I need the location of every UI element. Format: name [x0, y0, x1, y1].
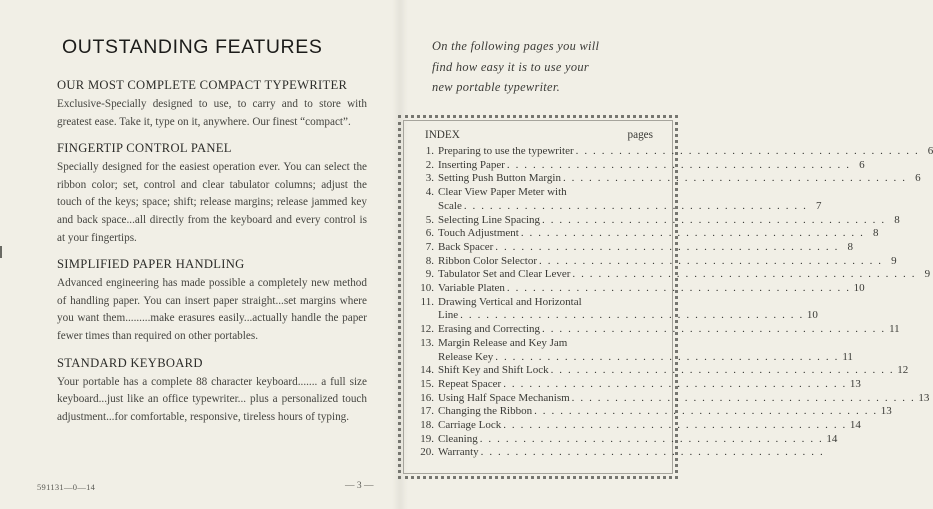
index-item-number: 17.: [420, 405, 434, 418]
section-heading: OUR MOST COMPLETE COMPACT TYPEWRITER: [57, 78, 348, 92]
index-item-page: 12: [897, 364, 909, 377]
index-item-number: 13.: [420, 336, 434, 349]
index-item: [415, 186, 822, 213]
index-header: [425, 129, 653, 141]
index-leader-dots: . . . . . . . . . . . . . . . . . . . . . . . . . . . . . . . . . . . . . . . .: [503, 419, 847, 432]
index-item-number: 2.: [425, 158, 434, 171]
index-list: [415, 145, 933, 460]
index-item-title: Setting Push Button Margin: [438, 172, 561, 185]
index-item-page: 9: [924, 268, 931, 281]
index-leader-dots: . . . . . . . . . . . . . . . . . . . . . . . . . . . . . . . . . . . . . . . .: [550, 364, 895, 377]
index-item-number: 18.: [420, 419, 434, 432]
index-leader-dots: . . . . . . . . . . . . . . . . . . . . . . . . . . . . . . . . . . . . . . . .: [495, 350, 839, 363]
section-body: Your portable has a complete 88 character keyboard....... a full size keyboard...just like an office typewriter... plus a personalized touch adjustment...for comfortable, responsive, tireless hours of typing.: [57, 375, 367, 423]
index-item-number: 15.: [420, 377, 434, 390]
index-item-title: Margin Release and Key Jam: [438, 336, 568, 349]
index-item-title: Tabulator Set and Clear Lever: [438, 268, 571, 281]
index-item-title: Preparing to use the typewriter: [438, 145, 574, 157]
index-item-number: 1.: [425, 145, 434, 157]
index-item-title: Touch Adjustment: [438, 227, 519, 240]
index-item: [415, 172, 921, 186]
section-keyboard: [57, 355, 367, 427]
page-title: OUTSTANDING FEATURES: [62, 36, 323, 58]
index-title: INDEX: [425, 129, 460, 141]
index-leader-dots: . . . . . . . . . . . . . . . . . . . . . . . . . . . . . . . . . . . . . . . .: [479, 432, 824, 445]
index-item: [415, 254, 897, 269]
section-control-panel: [57, 140, 367, 247]
index-item-page: 6: [927, 145, 933, 157]
index-item-page: 11: [889, 323, 900, 336]
index-item-number: 3.: [425, 172, 434, 185]
index-item: [415, 446, 825, 460]
index-item: [415, 377, 861, 392]
section-heading: SIMPLIFIED PAPER HANDLING: [57, 257, 245, 272]
index-item-title: Using Half Space Mechanism: [438, 391, 570, 404]
index-item: [415, 364, 909, 378]
index-item: [415, 323, 900, 337]
section-body: Specially designed for the easiest operation ever. You can select the ribbon color; set, control and clear tabulator columns; adjust the touch of the keys; space; shift; release margins; release jammed key and back space...all directly from the keyboard and every control is at your fingertips.: [57, 161, 367, 244]
index-leader-dots: . . . . . . . . . . . . . . . . . . . . . . . . . . . . . . . . . . . . . . . .: [562, 172, 907, 185]
index-leader-dots: . . . . . . . . . . . . . . . . . . . . . . . . . . . . . . . . . . . . . . . .: [520, 227, 865, 240]
index-item-page: 6: [859, 158, 865, 171]
document-code: 591131—0—14: [37, 482, 96, 492]
index-leader-dots: . . . . . . . . . . . . . . . . . . . . . . . . . . . . . . . . . . . . . . . .: [572, 268, 917, 281]
section-paper-handling: [57, 256, 367, 345]
features-column: [57, 36, 367, 435]
index-item: [415, 268, 931, 282]
section-body: Exclusive-Specially designed to use, to carry and to store with greatest ease. Take it, type on it, anywhere. Our finest “compact”.: [57, 98, 367, 128]
index-leader-dots: . . . . . . . . . . . . . . . . . . . . . . . . . . . . . . . . . . . . . . . .: [575, 145, 920, 157]
index-item-number: 20.: [420, 446, 434, 459]
index-item-title: Drawing Vertical and Horizontal: [438, 295, 582, 308]
index-item-number: 19.: [420, 432, 434, 445]
index-item-page: 11: [842, 350, 853, 363]
index-item-page: 13: [849, 377, 861, 390]
index-item-number: 8.: [425, 254, 434, 267]
index-item-number: 12.: [420, 323, 434, 336]
index-item-page: 13: [880, 405, 892, 418]
index-item-title: Shift Key and Shift Lock: [438, 364, 549, 377]
section-body: Advanced engineering has made possible a completely new method of handling paper. You can insert paper straight...set margins where you want them.........make erasures easily...actually handle the paper fewer times than required on other portables.: [57, 277, 367, 342]
index-leader-dots: . . . . . . . . . . . . . . . . . . . . . . . . . . . . . . . . . . . . . . . .: [542, 323, 886, 336]
index-item-number: 4.: [425, 186, 434, 199]
intro-line: On the following pages you will: [432, 39, 600, 53]
index-leader-dots: . . . . . . . . . . . . . . . . . . . . . . . . . . . . . . . . . . . . . . . .: [480, 446, 825, 459]
index-item: [415, 336, 853, 364]
index-leader-dots: . . . . . . . . . . . . . . . . . . . . . . . . . . . . . . . . . . . . . . . .: [542, 213, 886, 226]
index-item-title: Changing the Ribbon: [438, 405, 533, 418]
index-item-page: 7: [815, 199, 822, 212]
index-item-title: Variable Platen: [438, 282, 505, 295]
index-item-title: Line: [438, 309, 459, 322]
index-item-page: 6: [915, 172, 921, 185]
index-item: [415, 227, 879, 241]
index-item-title: Back Spacer: [438, 240, 494, 253]
index-item-title: Erasing and Correcting: [438, 323, 541, 336]
index-item-number: 7.: [425, 240, 434, 253]
index-leader-dots: . . . . . . . . . . . . . . . . . . . . . . . . . . . . . . . . . . . . . . . .: [539, 254, 883, 267]
index-item-title: Scale: [438, 199, 462, 212]
index-item: [415, 405, 892, 419]
index-item-page: 14: [849, 419, 861, 432]
index-leader-dots: . . . . . . . . . . . . . . . . . . . . . . . . . . . . . . . . . . . . . . . .: [495, 240, 839, 253]
index-item-title: Warranty: [438, 446, 479, 459]
index-leader-dots: . . . . . . . . . . . . . . . . . . . . . . . . . . . . . . . . . . . . . . . .: [506, 282, 851, 295]
index-item-title: Clear View Paper Meter with: [438, 186, 567, 199]
index-item-title: Selecting Line Spacing: [438, 213, 541, 226]
index-item-page: 9: [891, 254, 897, 267]
section-heading: FINGERTIP CONTROL PANEL: [57, 141, 232, 156]
index-item-page: 10: [853, 282, 865, 295]
index-item: [415, 240, 853, 255]
index-leader-dots: . . . . . . . . . . . . . . . . . . . . . . . . . . . . . . . . . . . . . . . .: [463, 199, 808, 212]
index-leader-dots: . . . . . . . . . . . . . . . . . . . . . . . . . . . . . . . . . . . . . . . .: [571, 391, 916, 404]
index-item-number: 9.: [425, 268, 434, 281]
index-item: [415, 391, 930, 406]
index-leader-dots: . . . . . . . . . . . . . . . . . . . . . . . . . . . . . . . . . . . . . . . .: [460, 309, 804, 322]
index-item-title: Cleaning: [438, 432, 478, 445]
index-item-number: 14.: [420, 364, 434, 377]
index-item-title: Ribbon Color Selector: [438, 254, 537, 267]
index-item: [415, 295, 818, 323]
section-heading: STANDARD KEYBOARD: [57, 355, 203, 370]
index-item: [415, 158, 865, 173]
edge-mark: [0, 246, 2, 258]
section-compact-typewriter: [57, 77, 367, 131]
index-item-page: 10: [806, 309, 818, 322]
index-item-page: 8: [894, 213, 900, 226]
intro-line: new portable typewriter.: [432, 80, 560, 94]
page-number: — 3 —: [345, 481, 374, 491]
index-item-number: 5.: [425, 213, 434, 226]
index-item-page: 13: [918, 391, 930, 404]
index-item: [415, 432, 838, 447]
index-item-page: 14: [826, 432, 838, 445]
index-leader-dots: . . . . . . . . . . . . . . . . . . . . . . . . . . . . . . . . . . . . . . . .: [534, 405, 878, 418]
index-item-number: 6.: [425, 227, 434, 240]
intro-line: find how easy it is to use your: [432, 59, 589, 74]
index-leader-dots: . . . . . . . . . . . . . . . . . . . . . . . . . . . . . . . . . . . . . . . .: [503, 377, 847, 390]
index-item-number: 11.: [420, 295, 434, 308]
index-item-number: 16.: [420, 391, 434, 404]
index-item-title: Release Key: [438, 350, 494, 363]
index-item-page: 8: [847, 240, 853, 253]
index-item: [415, 419, 861, 433]
index-item-title: Inserting Paper: [438, 158, 505, 171]
index-item: [415, 145, 933, 159]
index-item-page: 8: [872, 227, 879, 240]
pages-label: pages: [627, 129, 653, 141]
intro-text: [432, 36, 672, 98]
index-item-number: 10.: [420, 282, 434, 295]
index-item-title: Repeat Spacer: [438, 377, 502, 390]
index-box: [398, 115, 933, 479]
index-item: [415, 213, 900, 228]
index-item: [415, 282, 865, 296]
index-item-title: Carriage Lock: [438, 419, 502, 432]
index-leader-dots: . . . . . . . . . . . . . . . . . . . . . . . . . . . . . . . . . . . . . . . .: [506, 158, 851, 171]
